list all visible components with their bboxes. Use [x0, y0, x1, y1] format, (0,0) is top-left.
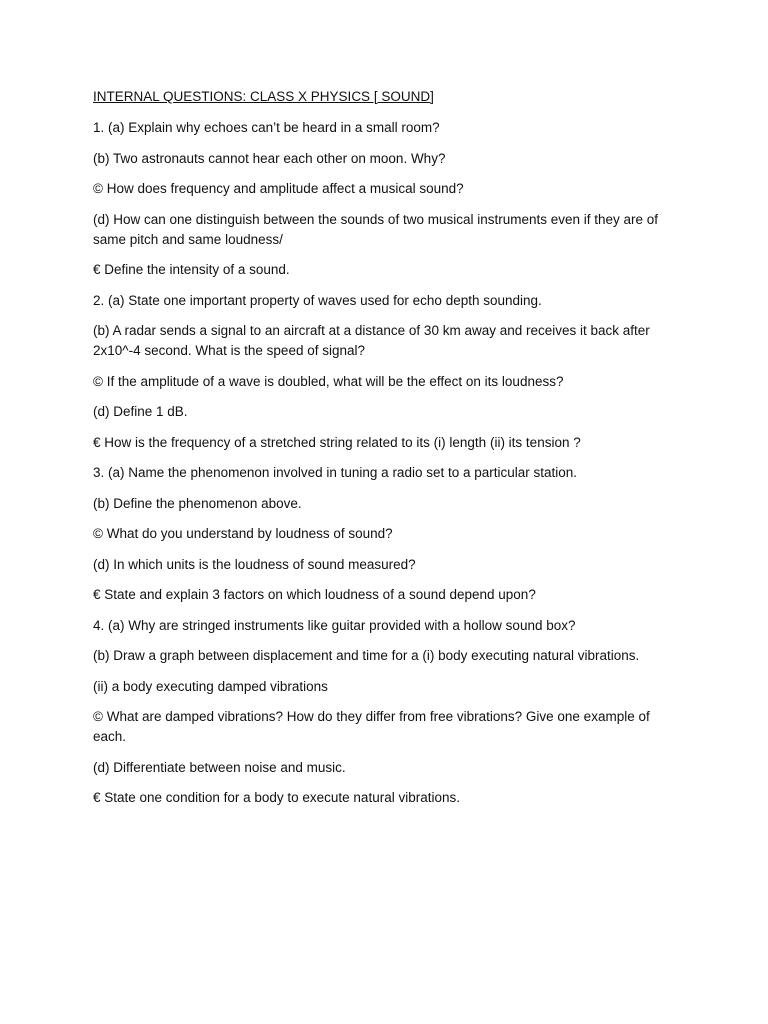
question-2a: 2. (a) State one important property of waves used for echo depth sounding.	[93, 292, 542, 308]
question-2c: © If the amplitude of a wave is doubled, what will be the effect on its loudness?	[93, 373, 564, 389]
question-1c: © How does frequency and amplitude affect a musical sound?	[93, 181, 464, 196]
document-page	[93, 88, 683, 819]
question-1d: (d) How can one distinguish between the sounds of two musical instruments even if they are of same pitch and same loudness/	[93, 211, 659, 247]
question-1b: (b) Two astronauts cannot hear each other on moon. Why?	[93, 150, 446, 166]
question-2b: (b) A radar sends a signal to an aircraft at a distance of 30 km away and receives it back after 2x10^-4 second. What is the speed of signal?	[93, 323, 650, 358]
question-3a: 3. (a) Name the phenomenon involved in tuning a radio set to a particular station.	[93, 465, 578, 480]
document-title: INTERNAL QUESTIONS: CLASS X PHYSICS [ SOUND]	[93, 89, 434, 104]
question-4b: (b) Draw a graph between displacement and time for a (i) body executing natural vibrations.	[93, 648, 640, 663]
question-1a: 1. (a) Explain why echoes can’t be heard in a small room?	[93, 120, 440, 135]
question-4c: © What are damped vibrations? How do they differ from free vibrations? Give one example of each.	[93, 709, 650, 744]
question-3d: (d) In which units is the loudness of sound measured?	[93, 556, 416, 572]
question-3c: © What do you understand by loudness of sound?	[93, 526, 393, 541]
question-4e: € State one condition for a body to execute natural vibrations.	[93, 790, 460, 805]
question-3b: (b) Define the phenomenon above.	[93, 495, 302, 511]
question-4b-ii: (ii) a body executing damped vibrations	[93, 678, 328, 694]
question-3e: € State and explain 3 factors on which loudness of a sound depend upon?	[93, 587, 536, 602]
question-4d: (d) Differentiate between noise and music.	[93, 759, 346, 775]
question-1e: € Define the intensity of a sound.	[93, 262, 290, 277]
question-4a: 4. (a) Why are stringed instruments like guitar provided with a hollow sound box?	[93, 617, 576, 633]
question-2d: (d) Define 1 dB.	[93, 404, 188, 419]
question-2e: € How is the frequency of a stretched string related to its (i) length (ii) its tension ?	[93, 434, 581, 450]
